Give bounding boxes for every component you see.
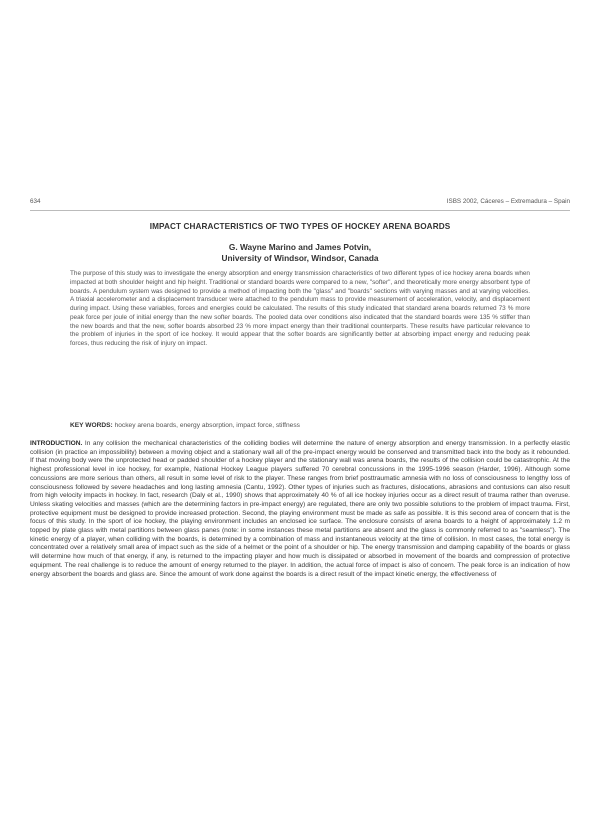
- author-block: [30, 242, 570, 263]
- author-affiliation: University of Windsor, Windsor, Canada: [221, 252, 379, 263]
- introduction-text: In any collision the mechanical characteristics of the colliding bodies will determine the nature of energy absorption and energy transmission. In a perfectly elastic collision (in practice an impossibility) between a moving object and a stationary wall all of the pre-impact energy would be conserved and transmitted back into the body as it rebounded. If that moving body were the unprotected head or padded shoulder of a hockey player and the stationary wall was arena boards, the results of the collision could be catastrophic. At the highest professional level in ice hockey, for example, National Hockey League players suffered 70 cerebral concussions in the 1995-1996 season (Harder, 1996). Although some concussions are more serious than others, all result in some level of risk to the player. These ranges from brief posttraumatic amnesia with no loss of consciousness to lengthy loss of consciousness followed by severe headaches and long lasting amnesia (Cantu, 1992). Other types of injuries such as fractures, dislocations, abrasions and contusions can also result from high velocity impacts in hockey. In fact, research (Daly et al., 1990) shows that approximately 40 % of all ice hockey injuries occur as a direct result of trauma rather than overuse. Unless skating velocities and masses (which are the determining factors in pre-impact energy) are regulated, there are only two possible solutions to the problem of impact trauma. First, protective equipment must be designed to provide increased protection. Second, the playing environment must be made as safe as possible. It is this second area of concern that is the focus of this study. In the sport of ice hockey, the playing environment includes an enclosed ice surface. The enclosure consists of arena boards to a height of approximately 1.2 m topped by plate glass with metal partitions between glass panes (note: in some instances these metal partitions are absent and the glass is commonly referred to as "seamless"). The kinetic energy of a player, when colliding with the boards, is determined by a combination of mass and instantaneous velocity at the time of collision. In most cases, the total energy is concentrated over a relatively small area of impact such as the side of a helmet or the point of a shoulder or hip. The energy transmission and damping capability of the boards or glass will determine how much of that energy, if any, is returned to the impacting player and how much is dissipated or absorbed in movement of the boards and compression of protective equipment. The real challenge is to reduce the amount of energy returned to the player. In addition, the actual force of impact is also of concern. The peak force is an indication of how energy absorbent the boards and glass are. Since the amount of work done against the boards is a direct result of the impact kinetic energy, the effectiveness of: [30, 440, 570, 578]
- author-names: G. Wayne Marino and James Potvin,: [228, 242, 372, 252]
- introduction-paragraph: [30, 440, 570, 579]
- conference-name: ISBS 2002, Cáceres – Extremadura – Spain: [446, 198, 570, 205]
- keywords-line: [70, 422, 530, 429]
- running-header: [30, 198, 570, 211]
- page-number: 634: [30, 198, 41, 205]
- paper-title: IMPACT CHARACTERISTICS OF TWO TYPES OF HOCKEY ARENA BOARDS: [149, 222, 451, 231]
- keywords-label: KEY WORDS:: [70, 422, 113, 429]
- introduction-heading: INTRODUCTION.: [30, 440, 83, 447]
- keywords-text: hockey arena boards, energy absorption, impact force, stiffness: [114, 422, 300, 429]
- abstract-paragraph: The purpose of this study was to investigate the energy absorption and energy transmission characteristics of two different types of ice hockey arena boards when impacted at both shoulder height and hip height. Traditional or standard boards were compared to a new, "softer", and theoretically more energy absorbent type of boards. A pendulum system was designed to provide a method of impacting both the "glass" and "boards" sections with varying masses and at varying velocities. A triaxial accelerometer and a displacement transducer were attached to the pendulum mass to provide measurement of acceleration, velocity, and displacement during impact. Using these variables, forces and energies could be calculated. The results of this study indicated that standard arena boards returned 73 % more peak force per joule of initial energy than the new softer boards. The pooled data over conditions also indicated that the standard boards were 135 % stiffer than the new boards and that the new, softer boards absorbed 23 % more impact energy than their traditional counterparts. These results have particular relevance to the problem of injuries in the sport of ice hockey. It would appear that the softer boards are significantly better at absorbing impact energy and reducing peak forces, thus reducing the risk of injury on impact.: [70, 270, 530, 347]
